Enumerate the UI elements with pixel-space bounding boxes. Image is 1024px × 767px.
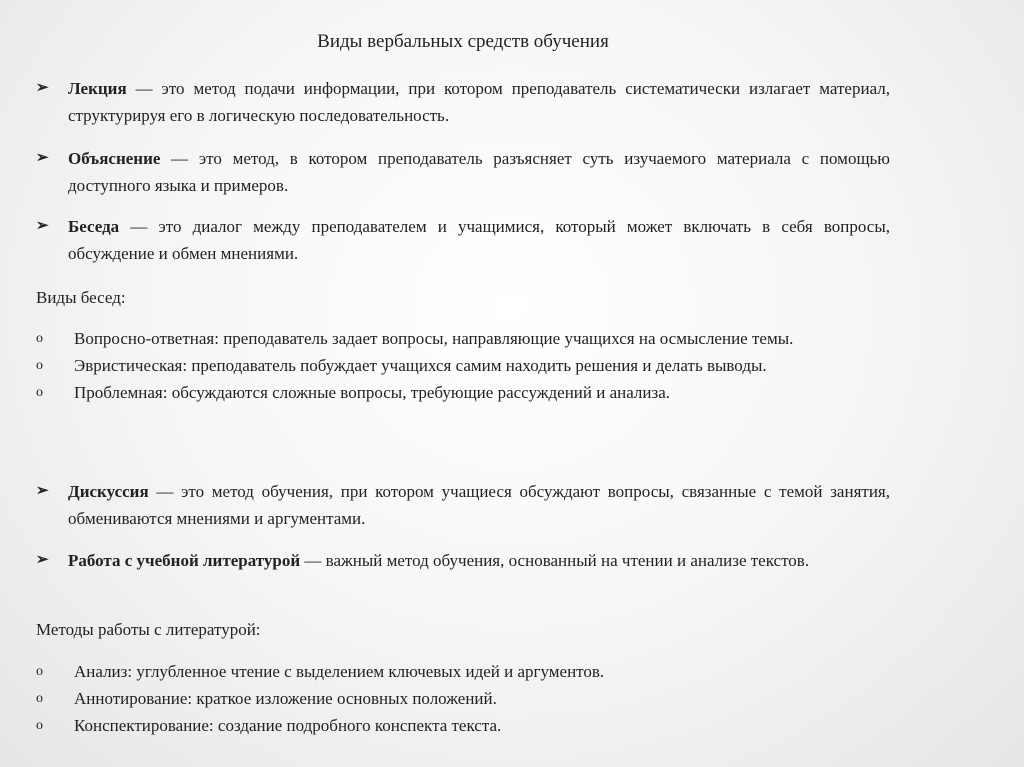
literature-method-text: Аннотирование: краткое изложение основных положений.	[74, 689, 497, 708]
circle-bullet-icon: o	[36, 331, 43, 346]
conversation-type-text: Вопросно-ответная: преподаватель задает вопросы, направляющие учащихся на осмысление темы.	[74, 329, 794, 348]
conversation-types-list	[36, 325, 890, 406]
discussion-term: Дискуссия	[68, 482, 149, 501]
conversation-types-heading: Виды бесед:	[36, 288, 126, 307]
list-item	[36, 379, 890, 406]
list-item	[36, 712, 890, 739]
literature-block	[36, 547, 890, 574]
slide	[36, 0, 890, 767]
explanation-text: — это метод, в котором преподаватель разъясняет суть изучаемого материала с помощью доступного языка и примеров.	[68, 149, 890, 195]
explanation-block	[36, 145, 890, 199]
conversation-term: Беседа	[68, 217, 120, 236]
literature-term: Работа с учебной литературой	[68, 551, 301, 570]
discussion-item	[36, 478, 890, 532]
circle-bullet-icon: o	[36, 385, 43, 400]
arrow-bullet-icon: ➢	[36, 552, 49, 568]
conversation-block	[36, 213, 890, 267]
literature-item	[36, 547, 890, 574]
lecture-block	[36, 75, 890, 129]
circle-bullet-icon: o	[36, 358, 43, 373]
literature-method-text: Анализ: углубленное чтение с выделением ключевых идей и аргументов.	[74, 662, 605, 681]
arrow-bullet-icon: ➢	[36, 218, 49, 234]
literature-methods-list	[36, 658, 890, 739]
circle-bullet-icon: o	[36, 691, 43, 706]
arrow-bullet-icon: ➢	[36, 80, 49, 96]
literature-text: — важный метод обучения, основанный на чтении и анализе текстов.	[300, 551, 810, 570]
conversation-type-text: Проблемная: обсуждаются сложные вопросы, требующие рассуждений и анализа.	[74, 383, 671, 402]
literature-method-text: Конспектирование: создание подробного конспекта текста.	[74, 716, 502, 735]
explanation-item	[36, 145, 890, 199]
conversation-text: — это диалог между преподавателем и учащимися, который может включать в себя вопросы, обсуждение и обмен мнениями.	[68, 217, 890, 263]
slide-title: Виды вербальных средств обучения	[317, 31, 609, 52]
list-item	[36, 352, 890, 379]
circle-bullet-icon: o	[36, 718, 43, 733]
arrow-bullet-icon: ➢	[36, 150, 49, 166]
arrow-bullet-icon: ➢	[36, 483, 49, 499]
discussion-block	[36, 478, 890, 532]
lecture-term: Лекция	[68, 79, 127, 98]
list-item	[36, 325, 890, 352]
lecture-item	[36, 75, 890, 129]
conversation-type-text: Эвристическая: преподаватель побуждает учащихся самим находить решения и делать выводы.	[74, 356, 767, 375]
explanation-term: Объяснение	[68, 149, 161, 168]
list-item	[36, 685, 890, 712]
lecture-text: — это метод подачи информации, при котором преподаватель систематически излагает материал, структурируя его в логическую последовательность.	[68, 79, 890, 125]
circle-bullet-icon: o	[36, 664, 43, 679]
literature-methods-heading: Методы работы с литературой:	[36, 620, 261, 639]
discussion-text: — это метод обучения, при котором учащиеся обсуждают вопросы, связанные с темой занятия, обмениваются мнениями и аргументами.	[68, 482, 890, 528]
list-item	[36, 658, 890, 685]
conversation-item	[36, 213, 890, 267]
